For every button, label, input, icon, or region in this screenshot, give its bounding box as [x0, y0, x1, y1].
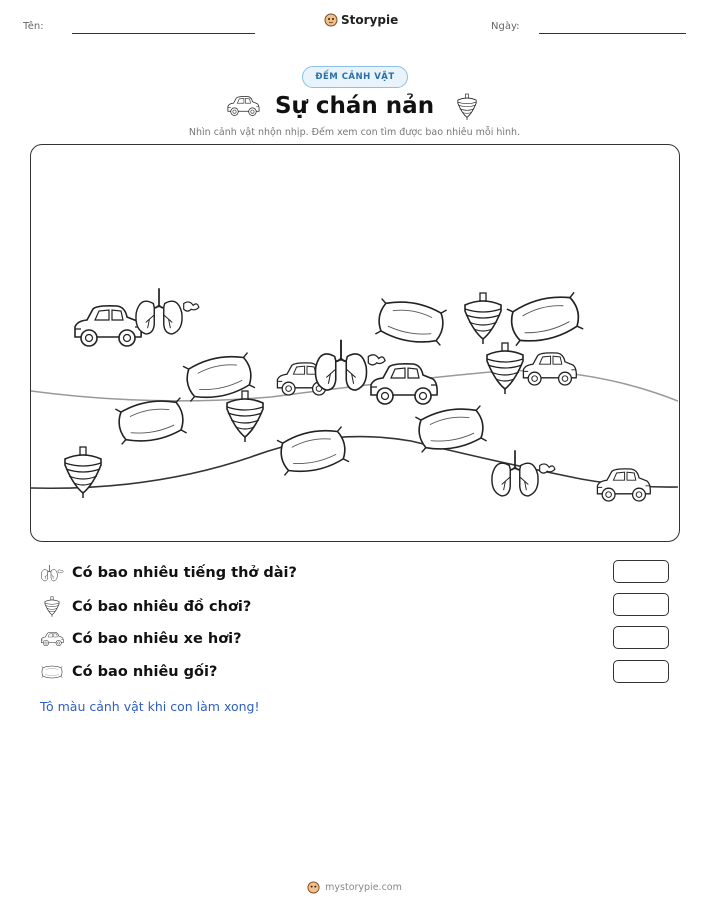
spinning-top-icon — [487, 343, 523, 394]
pillow-icon — [507, 291, 584, 346]
instructions: Nhìn cảnh vật nhộn nhịp. Đếm xem con tìm được bao nhiêu mỗi hình. — [188, 127, 521, 138]
answer-box[interactable] — [613, 626, 669, 649]
date-line[interactable] — [539, 33, 686, 34]
page-title: Sự chán nản — [274, 93, 435, 119]
lungs-icon — [40, 562, 64, 584]
car-icon — [523, 353, 576, 385]
pillow-icon — [375, 298, 447, 347]
answer-box[interactable] — [613, 560, 669, 583]
answer-box[interactable] — [613, 593, 669, 616]
coloring-note: Tô màu cảnh vật khi con làm xong! — [40, 699, 260, 714]
spinning-top-icon — [65, 447, 101, 498]
pillow-icon — [115, 397, 187, 446]
category-badge: ĐẾM CẢNH VẬT — [302, 66, 408, 88]
date-label: Ngày: — [491, 21, 520, 32]
question-row — [40, 596, 251, 618]
pillow-icon — [415, 405, 487, 454]
question-text: Có bao nhiêu gối? — [72, 664, 218, 680]
car-icon — [40, 629, 64, 649]
question-text: Có bao nhiêu đồ chơi? — [72, 599, 252, 615]
answer-box[interactable] — [613, 660, 669, 683]
counting-scene — [30, 144, 680, 542]
scene-illustration — [31, 145, 678, 540]
question-row — [40, 662, 217, 682]
spinning-top-icon — [40, 596, 64, 618]
question-row — [40, 629, 242, 649]
car-icon — [75, 306, 141, 346]
site-url[interactable]: mystorypie.com — [325, 882, 402, 893]
brand-logo — [324, 13, 398, 27]
car-icon — [371, 364, 437, 404]
spinning-top-icon — [465, 293, 501, 344]
site-footer — [0, 881, 709, 894]
title-spinning-top-icon — [456, 93, 478, 121]
storypie-mascot-icon — [307, 881, 320, 894]
question-row — [40, 562, 297, 584]
lungs-icon — [492, 450, 555, 496]
question-text: Có bao nhiêu tiếng thở dài? — [72, 565, 297, 581]
question-text: Có bao nhiêu xe hơi? — [72, 631, 242, 647]
lungs-icon — [136, 288, 199, 334]
name-line[interactable] — [72, 33, 255, 34]
car-icon — [597, 469, 650, 501]
pillow-icon — [277, 426, 349, 477]
pillow-icon — [40, 662, 64, 682]
name-label: Tên: — [23, 21, 44, 32]
brand-name: Storypie — [341, 13, 399, 27]
hill-line-front — [31, 437, 678, 489]
storypie-mascot-icon — [324, 13, 338, 27]
